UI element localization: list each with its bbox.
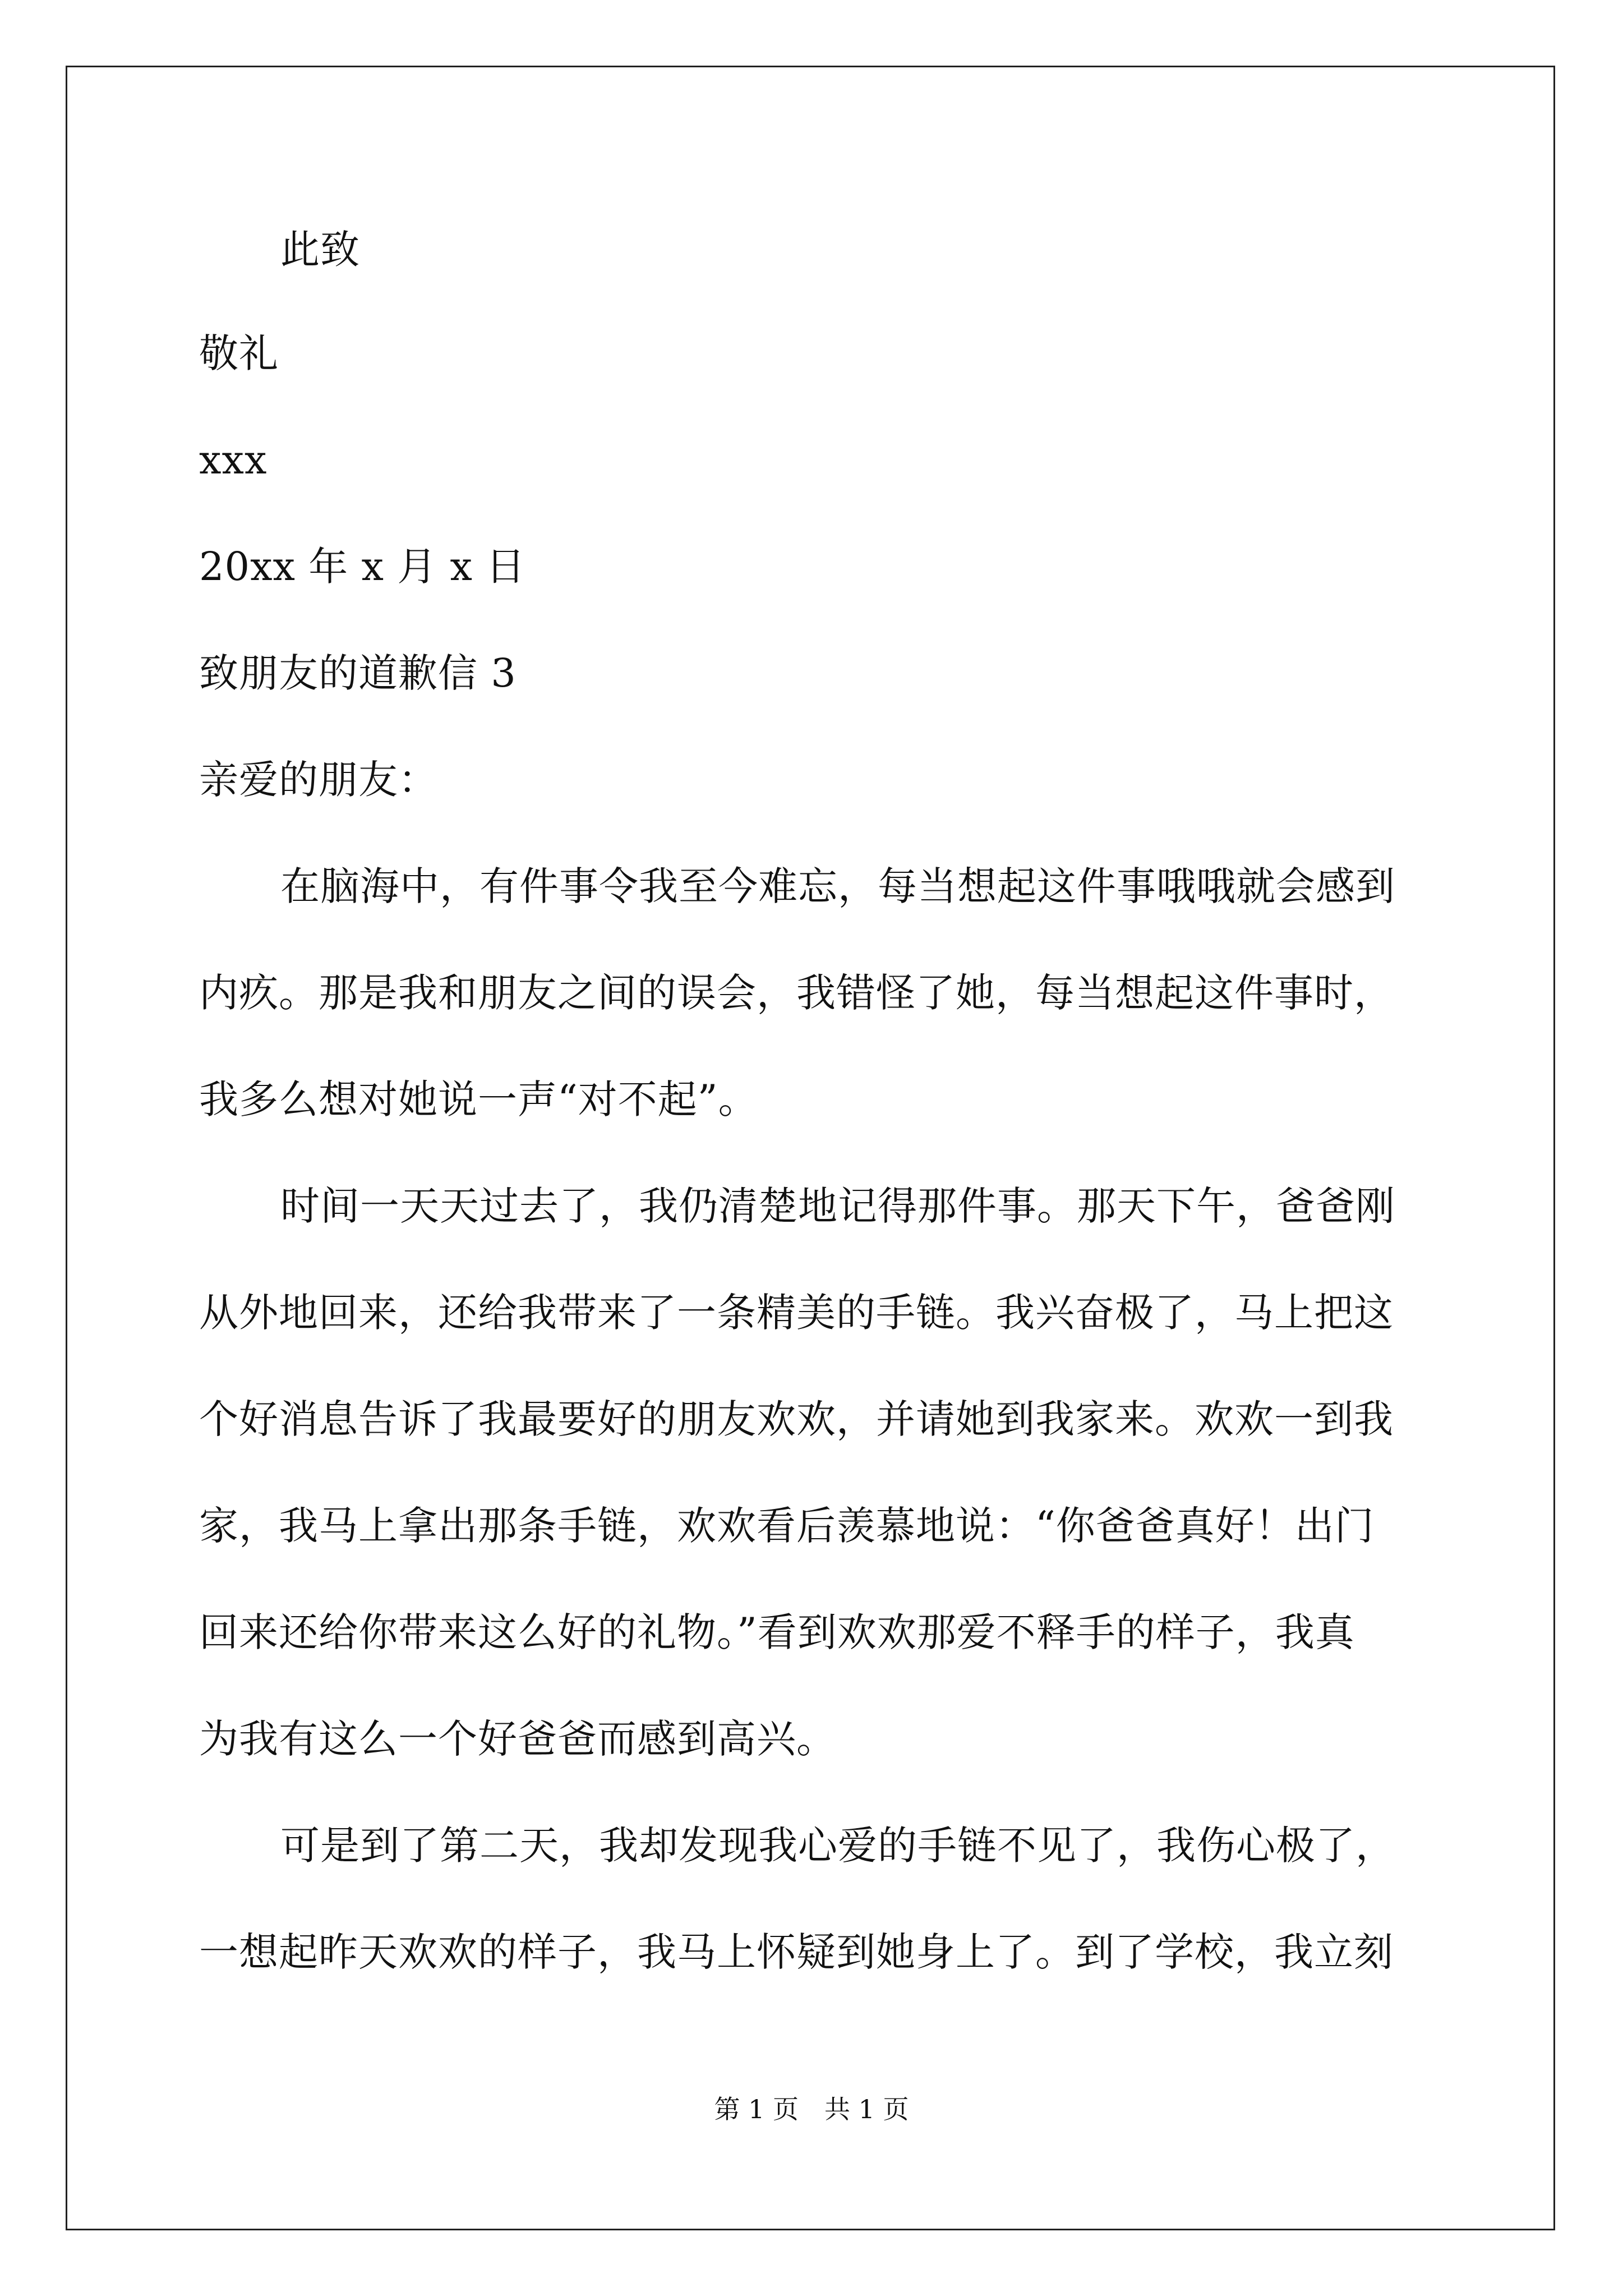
body-line: 回来还给你带来这么好的礼物。”看到欢欢那爱不释手的样子，我真 bbox=[199, 1609, 1355, 1655]
body-line: 内疚。那是我和朋友之间的误会，我错怪了她，每当想起这件事时， bbox=[199, 970, 1394, 1016]
closing-salutation: 此致 bbox=[280, 227, 360, 273]
body-line: 在脑海中，有件事令我至今难忘，每当想起这件事哦哦就会感到 bbox=[280, 863, 1395, 909]
letter-date: 20xx 年 x 月 x 日 bbox=[199, 544, 526, 590]
body-line: 一想起昨天欢欢的样子，我马上怀疑到她身上了。到了学校，我立刻 bbox=[199, 1929, 1394, 1975]
body-line: 我多么想对她说一声“对不起”。 bbox=[199, 1076, 758, 1122]
body-line: 从外地回来，还给我带来了一条精美的手链。我兴奋极了，马上把这 bbox=[199, 1290, 1394, 1336]
body-line: 为我有这么一个好爸爸而感到高兴。 bbox=[199, 1716, 836, 1762]
page-footer: 第 1 页 共 1 页 bbox=[714, 2094, 909, 2124]
body-line: 家，我马上拿出那条手链，欢欢看后羡慕地说：“你爸爸真好！出门 bbox=[199, 1503, 1375, 1549]
body-line: 可是到了第二天，我却发现我心爱的手链不见了，我伤心极了， bbox=[280, 1823, 1395, 1869]
letter-greeting: 亲爱的朋友： bbox=[199, 757, 438, 803]
closing-regards: 敬礼 bbox=[199, 330, 279, 376]
page-border bbox=[66, 66, 1555, 2230]
letter-title: 致朋友的道歉信 3 bbox=[199, 650, 517, 696]
signature: xxx bbox=[199, 437, 268, 483]
body-line: 时间一天天过去了，我仍清楚地记得那件事。那天下午，爸爸刚 bbox=[280, 1183, 1395, 1229]
body-line: 个好消息告诉了我最要好的朋友欢欢，并请她到我家来。欢欢一到我 bbox=[199, 1396, 1394, 1442]
